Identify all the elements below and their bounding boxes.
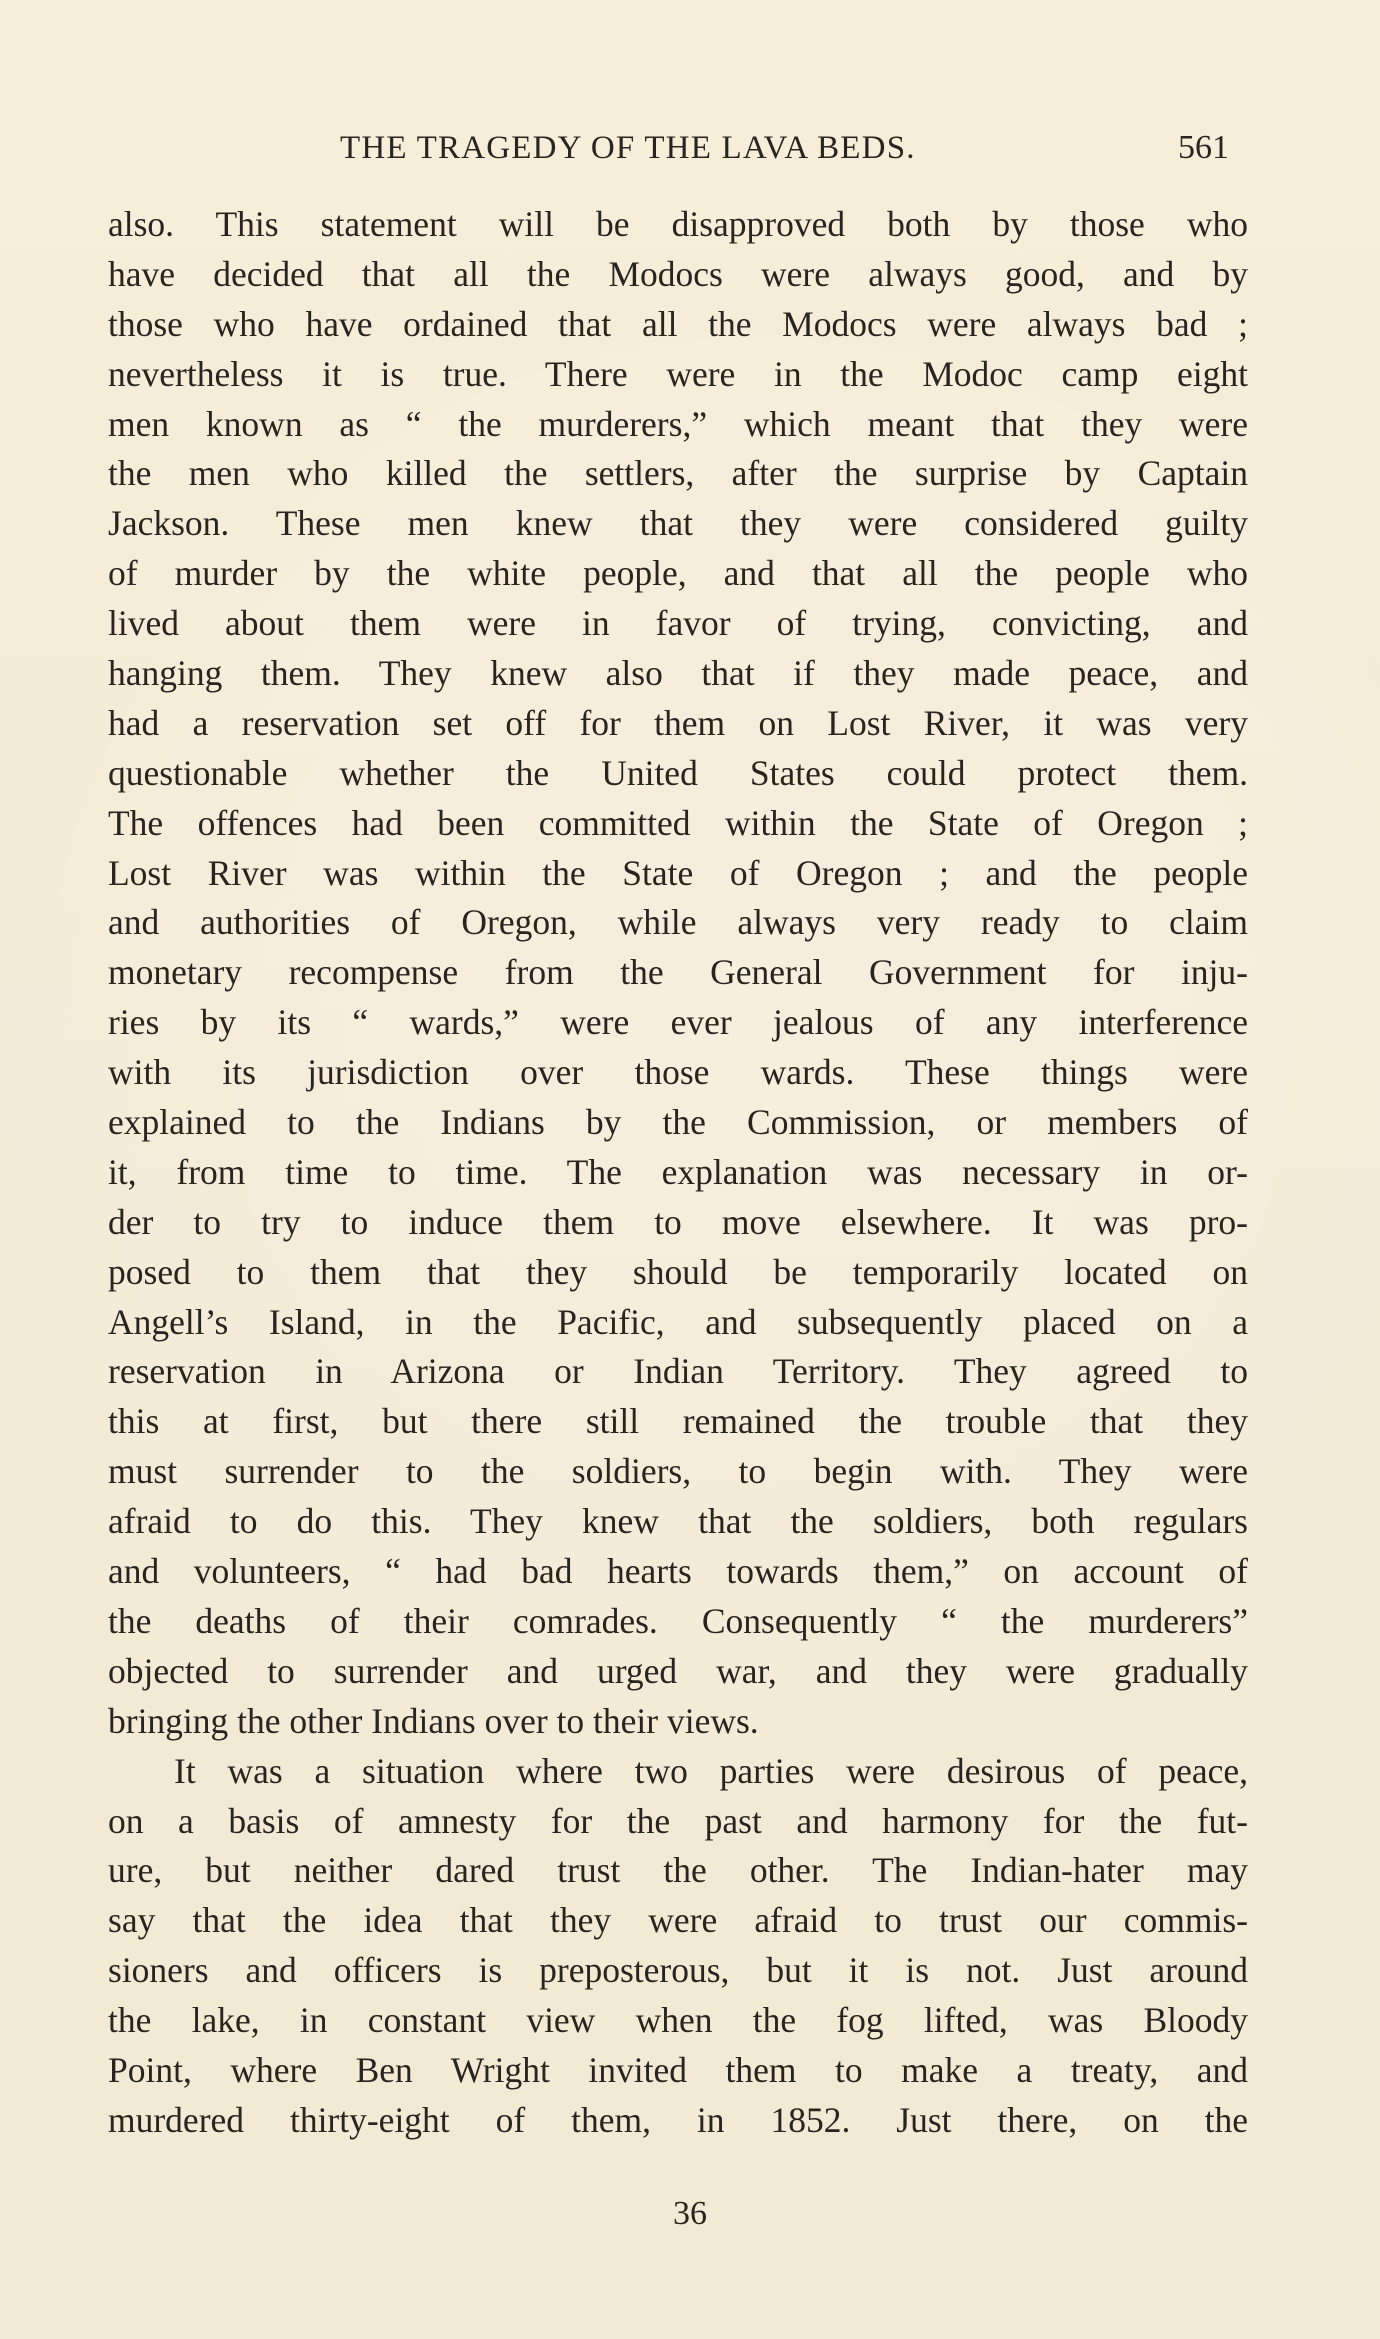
text-line: ure, but neither dared trust the other. The Indian-hater may bbox=[108, 1850, 1248, 1891]
text-line: and volunteers, “ had bad hearts towards them,” on account of bbox=[108, 1551, 1248, 1592]
text-line: afraid to do this. They knew that the soldiers, both regulars bbox=[108, 1501, 1248, 1542]
text-line: must surrender to the soldiers, to begin with. They were bbox=[108, 1451, 1248, 1492]
text-line: monetary recompense from the General Government for inju- bbox=[108, 952, 1248, 993]
text-line: this at first, but there still remained the trouble that they bbox=[108, 1401, 1248, 1442]
text-line: also. This statement will be disapproved both by those who bbox=[108, 204, 1248, 244]
page-number: 561 bbox=[1178, 129, 1229, 166]
text-line: on a basis of amnesty for the past and harmony for the fut- bbox=[108, 1800, 1248, 1841]
text-line: hanging them. They knew also that if they made peace, and bbox=[108, 653, 1248, 694]
text-line: explained to the Indians by the Commission, or members of bbox=[108, 1102, 1248, 1143]
text-line: ries by its “ wards,” were ever jealous of any interference bbox=[108, 1002, 1248, 1043]
text-line: it, from time to time. The explanation was necessary in or- bbox=[108, 1151, 1248, 1192]
text-line: Point, where Ben Wright invited them to make a treaty, and bbox=[108, 2049, 1248, 2090]
signature-number: 36 bbox=[673, 2195, 707, 2232]
text-line: lived about them were in favor of trying, convicting, and bbox=[108, 603, 1248, 644]
text-line: say that the idea that they were afraid to trust our commis- bbox=[108, 1900, 1248, 1941]
text-line: the deaths of their comrades. Consequently “ the murderers” bbox=[108, 1600, 1248, 1641]
text-line: nevertheless it is true. There were in the Modoc camp eight bbox=[108, 353, 1248, 394]
text-line: questionable whether the United States could protect them. bbox=[108, 752, 1248, 793]
page-header-title: THE TRAGEDY OF THE LAVA BEDS. bbox=[340, 130, 916, 166]
text-line: reservation in Arizona or Indian Territory. They agreed to bbox=[108, 1351, 1248, 1392]
text-line: der to try to induce them to move elsewhere. It was pro- bbox=[108, 1201, 1248, 1242]
text-line: men known as “ the murderers,” which meant that they were bbox=[108, 403, 1248, 444]
text-line: had a reservation set off for them on Lost River, it was very bbox=[108, 702, 1248, 743]
text-line: and authorities of Oregon, while always very ready to claim bbox=[108, 902, 1248, 943]
text-line: the lake, in constant view when the fog lifted, was Bloody bbox=[108, 2000, 1248, 2041]
text-line: have decided that all the Modocs were always good, and by bbox=[108, 253, 1248, 294]
running-head bbox=[0, 122, 1380, 174]
text-line: murdered thirty-eight of them, in 1852. Just there, on the bbox=[108, 2099, 1248, 2140]
body-text bbox=[108, 200, 1248, 2146]
text-line: sioners and officers is preposterous, but it is not. Just around bbox=[108, 1950, 1248, 1991]
text-line: Jackson. These men knew that they were considered guilty bbox=[108, 503, 1248, 544]
text-line: with its jurisdiction over those wards. These things were bbox=[108, 1052, 1248, 1093]
paragraph-end-line: bringing the other Indians over to their views. bbox=[108, 1700, 759, 1741]
text-line: Lost River was within the State of Oregon ; and the people bbox=[108, 852, 1248, 893]
text-line: The offences had been committed within the State of Oregon ; bbox=[108, 802, 1248, 843]
text-line: those who have ordained that all the Modocs were always bad ; bbox=[108, 303, 1248, 344]
text-line: Angell’s Island, in the Pacific, and subsequently placed on a bbox=[108, 1301, 1248, 1342]
text-line: the men who killed the settlers, after the surprise by Captain bbox=[108, 453, 1248, 494]
text-line: posed to them that they should be temporarily located on bbox=[108, 1251, 1248, 1292]
text-line: objected to surrender and urged war, and they were gradually bbox=[108, 1650, 1248, 1691]
paragraph-first-line: It was a situation where two parties were desirous of peace, bbox=[174, 1750, 1248, 1791]
text-line: of murder by the white people, and that all the people who bbox=[108, 553, 1248, 594]
